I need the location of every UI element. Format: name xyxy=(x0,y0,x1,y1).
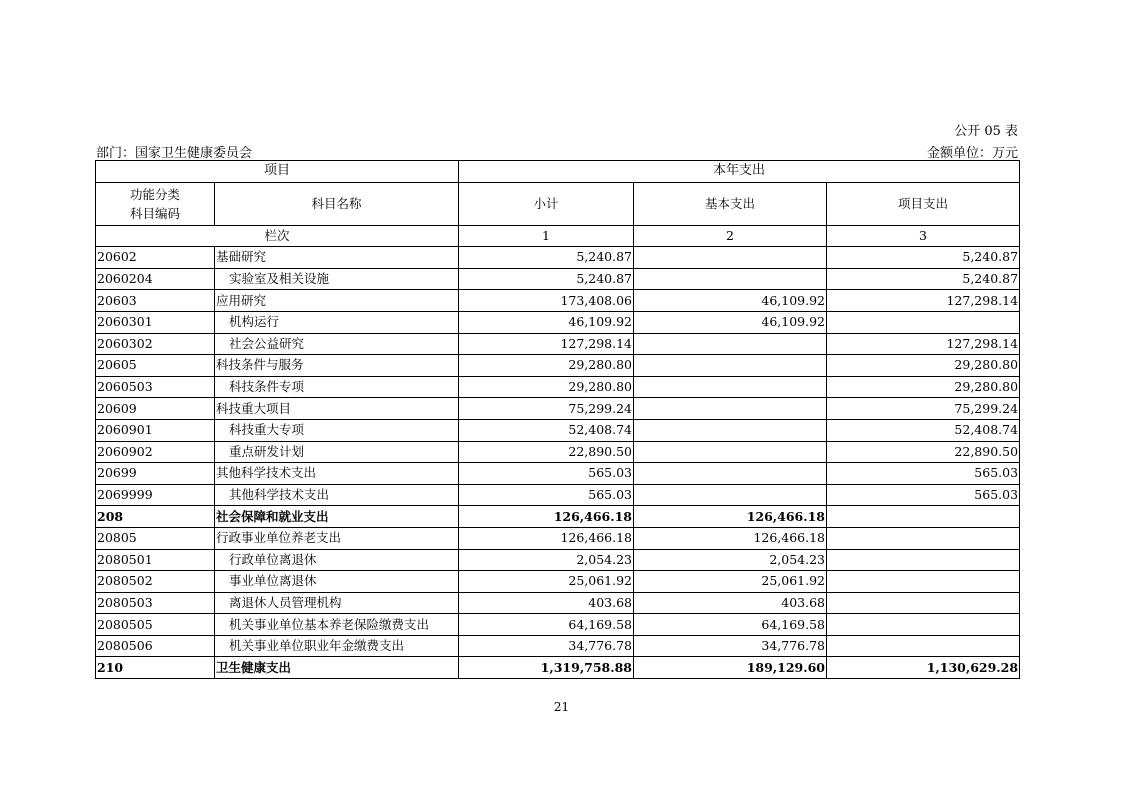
row-subtotal: 25,061.92 xyxy=(459,571,634,593)
row-subtotal: 403.68 xyxy=(459,592,634,614)
row-code: 20609 xyxy=(96,398,215,420)
table-row xyxy=(96,398,1020,420)
row-project xyxy=(827,527,1020,549)
row-name: 离退休人员管理机构 xyxy=(215,592,459,614)
row-code: 2069999 xyxy=(96,484,215,506)
row-name: 科技条件与服务 xyxy=(215,355,459,377)
column-number-2: 2 xyxy=(634,225,827,247)
row-code: 2080506 xyxy=(96,635,215,657)
row-subtotal: 2,054.23 xyxy=(459,549,634,571)
row-code: 2080502 xyxy=(96,571,215,593)
table-row xyxy=(96,333,1020,355)
row-subtotal: 34,776.78 xyxy=(459,635,634,657)
row-basic: 403.68 xyxy=(634,592,827,614)
department-label: 部门：国家卫生健康委员会 xyxy=(96,146,253,161)
row-subtotal: 52,408.74 xyxy=(459,419,634,441)
header-project: 项目 xyxy=(96,161,459,183)
table-row xyxy=(96,419,1020,441)
row-basic xyxy=(634,419,827,441)
header-name: 科目名称 xyxy=(215,182,459,225)
row-basic: 46,109.92 xyxy=(634,311,827,333)
row-project: 127,298.14 xyxy=(827,333,1020,355)
row-subtotal: 29,280.80 xyxy=(459,376,634,398)
row-subtotal: 126,466.18 xyxy=(459,506,634,528)
row-project: 1,130,629.28 xyxy=(827,657,1020,679)
row-name: 基础研究 xyxy=(215,247,459,269)
header-code xyxy=(96,182,215,225)
row-name: 机构运行 xyxy=(215,311,459,333)
row-code: 20699 xyxy=(96,463,215,485)
table-row xyxy=(96,311,1020,333)
row-code: 20602 xyxy=(96,247,215,269)
row-subtotal: 126,466.18 xyxy=(459,527,634,549)
row-basic: 126,466.18 xyxy=(634,506,827,528)
row-subtotal: 75,299.24 xyxy=(459,398,634,420)
row-basic xyxy=(634,268,827,290)
row-project: 29,280.80 xyxy=(827,376,1020,398)
row-basic xyxy=(634,247,827,269)
table-row xyxy=(96,441,1020,463)
row-name: 行政单位离退休 xyxy=(215,549,459,571)
row-code: 2060901 xyxy=(96,419,215,441)
row-project xyxy=(827,592,1020,614)
row-project: 52,408.74 xyxy=(827,419,1020,441)
row-basic xyxy=(634,333,827,355)
table-row xyxy=(96,549,1020,571)
row-subtotal: 173,408.06 xyxy=(459,290,634,312)
table-row xyxy=(96,571,1020,593)
table-row xyxy=(96,484,1020,506)
header-code-line1: 功能分类 xyxy=(129,186,180,202)
table-row xyxy=(96,247,1020,269)
row-code: 20605 xyxy=(96,355,215,377)
row-subtotal: 565.03 xyxy=(459,463,634,485)
row-project: 5,240.87 xyxy=(827,268,1020,290)
row-project xyxy=(827,614,1020,636)
row-name: 实验室及相关设施 xyxy=(215,268,459,290)
column-number-1: 1 xyxy=(459,225,634,247)
row-subtotal: 127,298.14 xyxy=(459,333,634,355)
page-number: 21 xyxy=(553,700,570,714)
row-name: 事业单位离退休 xyxy=(215,571,459,593)
row-code: 2060503 xyxy=(96,376,215,398)
table-row xyxy=(96,290,1020,312)
table-row xyxy=(96,376,1020,398)
row-name: 卫生健康支出 xyxy=(215,657,459,679)
row-name: 其他科学技术支出 xyxy=(215,463,459,485)
row-code: 2060204 xyxy=(96,268,215,290)
row-subtotal: 29,280.80 xyxy=(459,355,634,377)
table-row xyxy=(96,506,1020,528)
row-basic xyxy=(634,441,827,463)
row-basic: 34,776.78 xyxy=(634,635,827,657)
row-name: 机关事业单位职业年金缴费支出 xyxy=(215,635,459,657)
row-basic: 126,466.18 xyxy=(634,527,827,549)
column-number-label: 栏次 xyxy=(96,225,459,247)
row-basic xyxy=(634,484,827,506)
row-project xyxy=(827,635,1020,657)
amount-unit-label: 金额单位：万元 xyxy=(926,146,1018,161)
row-code: 2080503 xyxy=(96,592,215,614)
table-row xyxy=(96,527,1020,549)
table-row xyxy=(96,463,1020,485)
table-row xyxy=(96,592,1020,614)
expenditure-table xyxy=(95,160,1020,679)
header-subtotal: 小计 xyxy=(459,182,634,225)
row-project xyxy=(827,549,1020,571)
row-name: 科技重大专项 xyxy=(215,419,459,441)
table-row xyxy=(96,268,1020,290)
row-project xyxy=(827,571,1020,593)
row-basic: 46,109.92 xyxy=(634,290,827,312)
row-name: 应用研究 xyxy=(215,290,459,312)
row-name: 社会保障和就业支出 xyxy=(215,506,459,528)
header-code-line2: 科目编码 xyxy=(129,205,180,221)
row-code: 2080501 xyxy=(96,549,215,571)
row-name: 科技重大项目 xyxy=(215,398,459,420)
table-row xyxy=(96,635,1020,657)
header-project-expenditure: 项目支出 xyxy=(827,182,1020,225)
table-row xyxy=(96,614,1020,636)
column-number-3: 3 xyxy=(827,225,1020,247)
row-name: 重点研发计划 xyxy=(215,441,459,463)
row-project: 29,280.80 xyxy=(827,355,1020,377)
row-subtotal: 5,240.87 xyxy=(459,247,634,269)
row-basic xyxy=(634,463,827,485)
row-basic: 25,061.92 xyxy=(634,571,827,593)
row-code: 20805 xyxy=(96,527,215,549)
row-basic xyxy=(634,355,827,377)
row-basic xyxy=(634,398,827,420)
row-name: 行政事业单位养老支出 xyxy=(215,527,459,549)
row-subtotal: 5,240.87 xyxy=(459,268,634,290)
table-row xyxy=(96,657,1020,679)
row-project: 565.03 xyxy=(827,463,1020,485)
row-subtotal: 565.03 xyxy=(459,484,634,506)
form-code: 公开 05 表 xyxy=(954,124,1018,139)
row-code: 2080505 xyxy=(96,614,215,636)
row-code: 2060302 xyxy=(96,333,215,355)
row-subtotal: 22,890.50 xyxy=(459,441,634,463)
row-project: 5,240.87 xyxy=(827,247,1020,269)
row-basic: 189,129.60 xyxy=(634,657,827,679)
row-basic: 64,169.58 xyxy=(634,614,827,636)
row-code: 210 xyxy=(96,657,215,679)
row-code: 208 xyxy=(96,506,215,528)
row-project: 75,299.24 xyxy=(827,398,1020,420)
row-name: 科技条件专项 xyxy=(215,376,459,398)
row-name: 其他科学技术支出 xyxy=(215,484,459,506)
header-current-year: 本年支出 xyxy=(459,161,1020,183)
row-name: 机关事业单位基本养老保险缴费支出 xyxy=(215,614,459,636)
table-row xyxy=(96,355,1020,377)
row-subtotal: 1,319,758.88 xyxy=(459,657,634,679)
row-subtotal: 64,169.58 xyxy=(459,614,634,636)
row-subtotal: 46,109.92 xyxy=(459,311,634,333)
row-project xyxy=(827,506,1020,528)
header-basic: 基本支出 xyxy=(634,182,827,225)
row-basic: 2,054.23 xyxy=(634,549,827,571)
row-code: 2060301 xyxy=(96,311,215,333)
row-project: 22,890.50 xyxy=(827,441,1020,463)
row-code: 20603 xyxy=(96,290,215,312)
row-basic xyxy=(634,376,827,398)
row-project: 127,298.14 xyxy=(827,290,1020,312)
row-code: 2060902 xyxy=(96,441,215,463)
row-name: 社会公益研究 xyxy=(215,333,459,355)
row-project: 565.03 xyxy=(827,484,1020,506)
row-project xyxy=(827,311,1020,333)
